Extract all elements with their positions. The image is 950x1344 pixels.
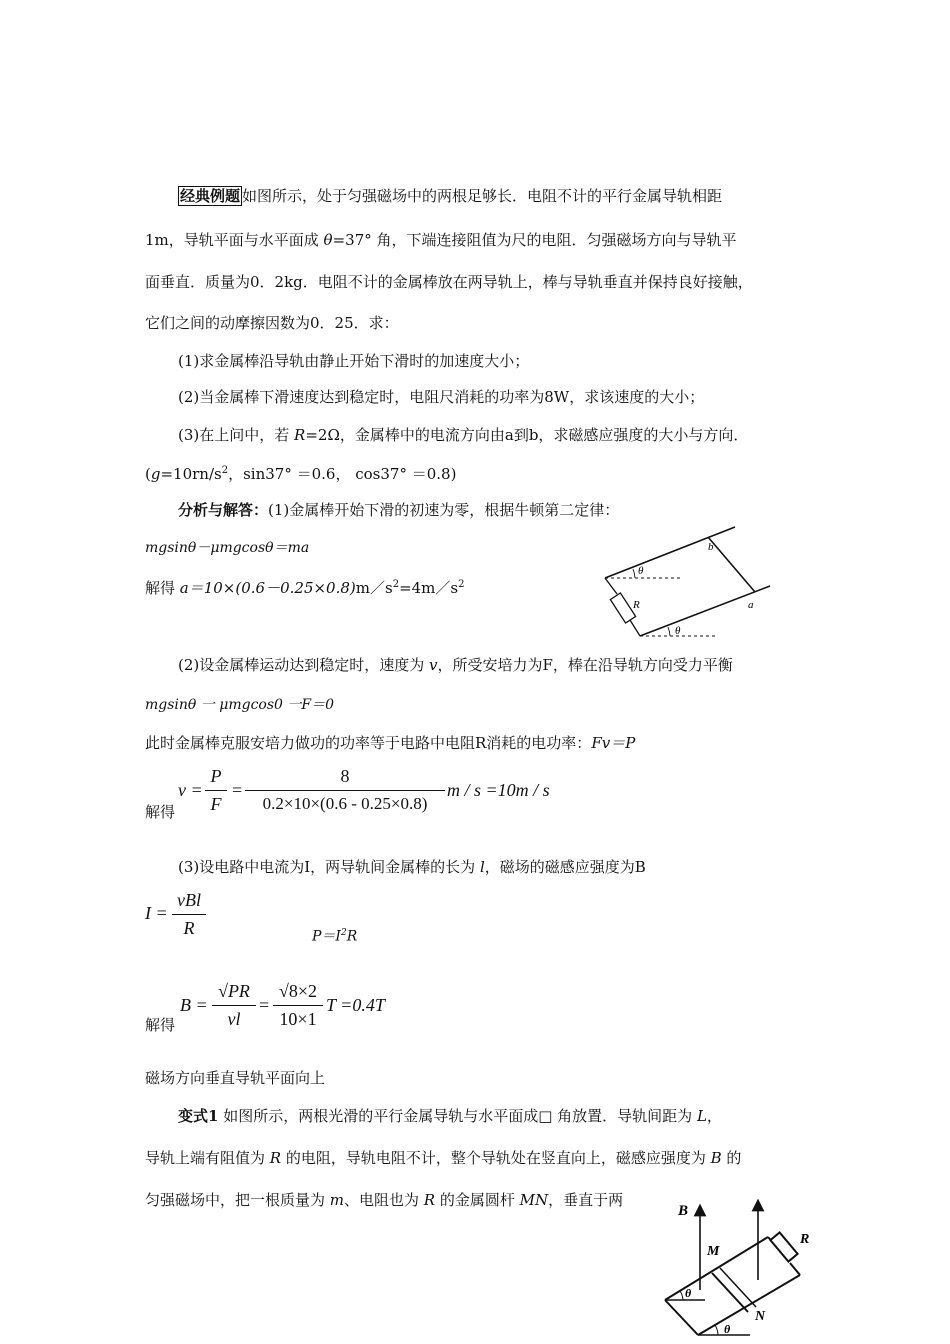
field-direction: 磁场方向垂直导轨平面向上	[145, 1069, 326, 1087]
example-line-2: 1m，导轨平面与水平面成 θ=37° 角，下端连接阻值为尺的电阻．匀强磁场方向与导轨平	[145, 231, 737, 249]
example-line-1: 经典例题 如图所示，处于匀强磁场中的两根足够长．电阻不计的平行金属导轨相距	[180, 187, 723, 205]
v-denominator: F	[210, 794, 222, 814]
example-line-4: 它们之间的动摩擦因数为0．25．求：	[145, 314, 399, 332]
v-fraction-bar	[205, 790, 227, 791]
i-numerator: vBl	[177, 890, 201, 910]
label-b: b	[708, 541, 714, 553]
b-result: T =0.4T	[326, 995, 385, 1015]
label-R2: R	[800, 1232, 810, 1247]
label-theta-3: θ	[685, 1286, 692, 1300]
figure-vertical-field-rails	[650, 1195, 830, 1340]
b-numerator-2: √8×2	[278, 981, 318, 1001]
power-formula: $P=I^2R$	[312, 928, 358, 945]
label-N: N	[755, 1309, 766, 1324]
solution-para-3: 此时金属棒克服安培力做功的功率等于电路中电阻R消耗的电功率：Fv＝P	[145, 734, 636, 752]
v-numerator: P	[210, 766, 222, 786]
label-B: B	[678, 1203, 689, 1219]
v-result: m / s =10m / s	[447, 780, 550, 800]
i-denominator: R	[183, 918, 195, 938]
question-2: (2)当金属棒下滑速度达到稳定时，电阻尺消耗的功率为8W，求该速度的大小；	[178, 388, 705, 406]
variant-line-2: 导轨上端有阻值为 R 的电阻，导轨电阻不计，整个导轨处在竖直向上，磁感应强度为 B 的	[145, 1149, 742, 1167]
label-theta-2: θ	[675, 625, 681, 637]
solution-para-1: 分析与解答：(1)金属棒开始下滑的初速为零，根据牛顿第二定律：	[178, 501, 620, 519]
figure-inclined-rails	[600, 522, 780, 647]
b-equals: =	[259, 995, 270, 1015]
label-theta-1: θ	[638, 565, 644, 577]
variant-tag: 变式1	[178, 1107, 219, 1125]
missing-symbol-box: □	[538, 1107, 553, 1125]
i-fraction-bar	[172, 914, 206, 915]
label-jiede-2: 解得	[145, 1016, 176, 1034]
label-a: a	[748, 599, 754, 611]
v-equals: =	[232, 780, 243, 800]
v-fraction-bar-2	[245, 790, 445, 791]
solution-para-2: (2)设金属棒运动达到稳定时，速度为 v，所受安培力为F，棒在沿导轨方向受力平衡	[178, 656, 733, 674]
b-denominator-2: 10×1	[279, 1009, 317, 1029]
b-fraction-bar	[212, 1005, 256, 1006]
equation-2: mgsinθ 一 μmgcos0 一F＝0	[145, 697, 335, 713]
label-M: M	[707, 1244, 720, 1259]
b-fraction-bar-2	[273, 1005, 323, 1006]
b-denominator: vl	[227, 1009, 241, 1029]
variant-line-3: 匀强磁场中，把一根质量为 m、电阻也为 R 的金属圆杆 MN，垂直于两	[145, 1191, 624, 1209]
question-3: (3)在上问中，若 R=2Ω，金属棒中的电流方向由a到b，求磁感应强度的大小与方向．	[178, 426, 749, 444]
v-denominator-2: 0.2×10×(0.6 - 0.25×0.8)	[262, 794, 428, 813]
example-tag: 经典例题	[180, 187, 241, 205]
v-lhs: v =	[178, 780, 203, 800]
label-R: R	[633, 599, 640, 611]
equation-1: mgsinθ－μmgcosθ＝ma	[145, 540, 310, 556]
solution-heading: 分析与解答：	[178, 501, 269, 519]
b-lhs: B =	[180, 995, 208, 1015]
variant-line-1: 变式1 如图所示，两根光滑的平行金属导轨与水平面成□ 角放置．导轨间距为 L，	[178, 1107, 722, 1125]
label-theta-4: θ	[724, 1322, 731, 1336]
solution-para-4: (3)设电路中电流为I，两导轨间金属棒的长为 l，磁场的磁感应强度为B	[178, 858, 646, 876]
given-values: ($g=10rn/s^2$，sin37° ＝0.6， cos37° ＝0.8)	[145, 465, 457, 483]
question-1: (1)求金属棒沿导轨由静止开始下滑时的加速度大小；	[178, 352, 530, 370]
b-numerator: √PR	[218, 981, 250, 1001]
label-jiede-1: 解得	[145, 803, 176, 821]
example-line-3: 面垂直．质量为0．2kg．电阻不计的金属棒放在两导轨上，棒与导轨垂直并保持良好接触，	[145, 273, 753, 291]
v-numerator-2: 8	[340, 766, 350, 786]
result-1: 解得 $a=10\times(0.6-0.25\times 0.8)m/s^2=4m/s^2$	[145, 579, 465, 597]
i-lhs: I =	[145, 903, 168, 923]
